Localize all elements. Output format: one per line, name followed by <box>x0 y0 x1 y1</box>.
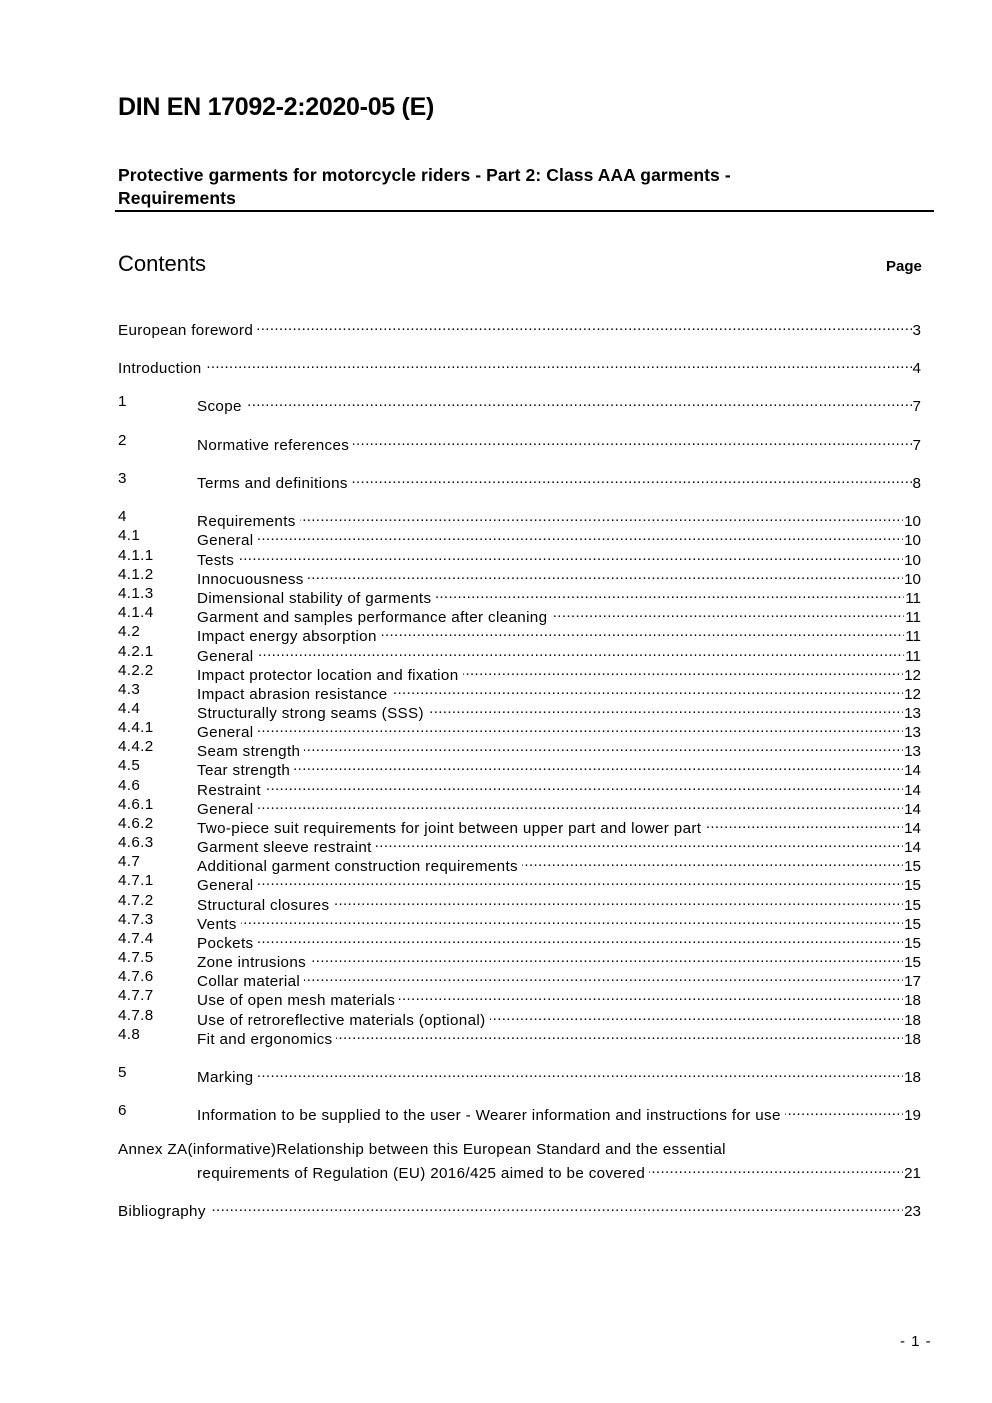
toc-entry-page: 3 <box>912 322 921 339</box>
toc-entry-page: 10 <box>904 513 921 530</box>
toc-entry[interactable] <box>118 929 921 952</box>
toc-entry-page: 19 <box>904 1107 921 1124</box>
toc-entry-title: Use of retroreflective materials (optional) <box>197 1012 486 1029</box>
toc-entry-number: 4.7.6 <box>118 968 154 985</box>
dot-leader <box>257 929 903 948</box>
toc-entry[interactable] <box>118 1101 921 1124</box>
toc-entry-title: General <box>197 877 254 894</box>
dot-leader <box>257 316 911 335</box>
toc-entry-number: 4.4 <box>118 700 141 717</box>
toc-entry-title: Normative references <box>197 437 350 454</box>
dot-leader <box>304 967 903 986</box>
dot-leader <box>649 1159 903 1178</box>
toc-entry[interactable] <box>118 871 921 894</box>
toc-entry[interactable] <box>118 1006 921 1029</box>
toc-entry-number: 4.7 <box>118 853 141 870</box>
toc-entry[interactable] <box>118 661 921 684</box>
toc-entry[interactable] <box>118 622 921 645</box>
toc-entry-title: Requirements <box>197 513 296 530</box>
toc-entry-title: Fit and ergonomics <box>197 1031 333 1048</box>
toc-entry-title: European foreword <box>118 322 254 339</box>
toc-entry[interactable] <box>118 584 921 607</box>
toc-entry-number: 4.1.4 <box>118 604 154 621</box>
toc-entry-title: Impact protector location and fixation <box>197 667 459 684</box>
dot-leader <box>304 737 903 756</box>
toc-entry-number: 1 <box>118 393 127 410</box>
toc-entry-title: Garment and samples performance after cleaning <box>197 609 548 626</box>
toc-entry-number: 4.4.2 <box>118 738 154 755</box>
toc-entry-number: 5 <box>118 1064 127 1081</box>
toc-entry-title: Structural closures <box>197 897 330 914</box>
toc-entry-number: 6 <box>118 1102 127 1119</box>
toc-entry[interactable] <box>118 1159 921 1182</box>
toc-entry-page: 14 <box>904 820 921 837</box>
toc-entry-page: 18 <box>904 1012 921 1029</box>
toc-entry-page: 15 <box>904 877 921 894</box>
dot-leader <box>463 661 904 680</box>
toc-entry-number: 4.6.1 <box>118 796 154 813</box>
toc-entry-number: 4.5 <box>118 757 141 774</box>
dot-leader <box>490 1006 904 1025</box>
toc-entry-title: General <box>197 532 254 549</box>
toc-entry-title: Vents <box>197 916 237 933</box>
toc-entry-number: 4.7.4 <box>118 930 154 947</box>
toc-entry-title: Structurally strong seams (SSS) <box>197 705 424 722</box>
toc-entry-page: 18 <box>904 992 921 1009</box>
toc-entry-page: 13 <box>904 705 921 722</box>
toc-entry[interactable] <box>118 546 921 569</box>
toc-entry-number: 2 <box>118 432 127 449</box>
toc-entry[interactable] <box>118 910 921 933</box>
toc-entry-page: 15 <box>904 935 921 952</box>
toc-entry-title: Tear strength <box>197 762 291 779</box>
toc-entry-page: 10 <box>904 552 921 569</box>
toc-entry-page: 11 <box>905 590 921 607</box>
table-of-contents <box>118 0 921 1403</box>
toc-entry-title: Impact energy absorption <box>197 628 377 645</box>
dot-leader <box>257 526 903 545</box>
toc-entry-title: requirements of Regulation (EU) 2016/425 aimed to be covered <box>197 1165 646 1182</box>
toc-entry-page: 7 <box>912 398 921 415</box>
dot-leader <box>246 392 912 411</box>
toc-entry-page: 13 <box>904 724 921 741</box>
dot-leader <box>381 622 904 641</box>
toc-entry-title: General <box>197 648 254 665</box>
toc-entry[interactable] <box>118 891 921 914</box>
toc-entry-page: 11 <box>905 609 921 626</box>
toc-entry-page: 14 <box>904 801 921 818</box>
toc-entry-page: 23 <box>904 1203 921 1220</box>
toc-entry-page: 14 <box>904 839 921 856</box>
toc-entry-number: 4.2 <box>118 623 141 640</box>
dot-leader <box>392 680 904 699</box>
toc-entry-title: Seam strength <box>197 743 301 760</box>
toc-entry-title: Terms and definitions <box>197 475 348 492</box>
dot-leader <box>353 431 911 450</box>
toc-entry-page: 10 <box>904 571 921 588</box>
toc-entry-number: 4.1.1 <box>118 547 154 564</box>
toc-entry[interactable] <box>118 1197 921 1220</box>
dot-leader <box>241 910 903 929</box>
toc-entry[interactable] <box>118 718 921 741</box>
toc-entry[interactable] <box>118 833 921 856</box>
toc-entry[interactable] <box>118 852 921 875</box>
toc-entry[interactable] <box>118 507 921 530</box>
toc-entry[interactable] <box>118 737 921 760</box>
dot-leader <box>308 565 903 584</box>
toc-entry-number: 4.1.3 <box>118 585 154 602</box>
toc-entry-page: 21 <box>904 1165 921 1182</box>
toc-entry-title: Pockets <box>197 935 254 952</box>
dot-leader <box>428 699 903 718</box>
dot-leader <box>257 718 903 737</box>
toc-entry-title: Additional garment construction requirements <box>197 858 518 875</box>
dot-leader <box>336 1025 903 1044</box>
dot-leader <box>310 948 903 967</box>
toc-entry[interactable] <box>118 967 921 990</box>
toc-entry[interactable] <box>118 814 921 837</box>
toc-entry-title: Information to be supplied to the user - Wearer information and instructions for use <box>197 1107 781 1124</box>
toc-entry-title: Zone intrusions <box>197 954 307 971</box>
dot-leader <box>333 891 903 910</box>
toc-entry-title: Tests <box>197 552 235 569</box>
toc-entry[interactable] <box>118 603 921 626</box>
dot-leader <box>257 871 903 890</box>
dot-leader <box>352 469 912 488</box>
toc-entry-page: 12 <box>904 667 921 684</box>
dot-leader <box>785 1101 903 1120</box>
toc-entry[interactable] <box>118 795 921 818</box>
toc-entry-number: 4.6.2 <box>118 815 154 832</box>
toc-entry-title: Introduction <box>118 360 202 377</box>
toc-entry-number: 4.8 <box>118 1026 141 1043</box>
toc-entry[interactable] <box>118 469 921 492</box>
dot-leader <box>522 852 903 871</box>
toc-entry-number: 4.4.1 <box>118 719 154 736</box>
toc-entry-page: 4 <box>912 360 921 377</box>
toc-entry[interactable] <box>118 948 921 971</box>
toc-entry[interactable] <box>118 986 921 1009</box>
toc-entry-number: 4.2.2 <box>118 662 154 679</box>
toc-entry-number: 4.6.3 <box>118 834 154 851</box>
dot-leader <box>435 584 904 603</box>
toc-entry[interactable] <box>118 699 921 722</box>
toc-entry-title: Bibliography <box>118 1203 206 1220</box>
toc-entry-title: Use of open mesh materials <box>197 992 396 1009</box>
toc-entry-title: General <box>197 801 254 818</box>
toc-entry-number: 4.1 <box>118 527 141 544</box>
toc-entry-title: Impact abrasion resistance <box>197 686 388 703</box>
toc-entry-number: 3 <box>118 470 127 487</box>
toc-entry-title: Two-piece suit requirements for joint between upper part and lower part <box>197 820 702 837</box>
toc-entry-page: 13 <box>904 743 921 760</box>
toc-entry-title: Scope <box>197 398 242 415</box>
page-column-heading: Page <box>886 258 922 275</box>
toc-entry-number: 4.7.8 <box>118 1007 154 1024</box>
toc-entry-page: 18 <box>904 1031 921 1048</box>
toc-entry-title: Collar material <box>197 973 301 990</box>
dot-leader <box>238 546 903 565</box>
toc-entry-page: 12 <box>904 686 921 703</box>
dot-leader <box>257 795 903 814</box>
toc-entry-number: 4.1.2 <box>118 566 154 583</box>
toc-entry-title: Dimensional stability of garments <box>197 590 432 607</box>
toc-entry-page: 7 <box>912 437 921 454</box>
toc-entry-number: 4.7.5 <box>118 949 154 966</box>
toc-entry-title: General <box>197 724 254 741</box>
dot-leader <box>257 1063 903 1082</box>
toc-entry-title: Innocuousness <box>197 571 304 588</box>
dot-leader <box>399 986 903 1005</box>
dot-leader <box>294 756 903 775</box>
toc-entry[interactable] <box>118 565 921 588</box>
dot-leader <box>376 833 903 852</box>
toc-entry-title: Restraint <box>197 782 261 799</box>
toc-entry-number: 4.7.7 <box>118 987 154 1004</box>
toc-entry[interactable] <box>118 642 921 665</box>
dot-leader <box>551 603 904 622</box>
toc-entry-page: 14 <box>904 782 921 799</box>
page-number-footer: - 1 - <box>900 1333 932 1350</box>
toc-entry-title: Garment sleeve restraint <box>197 839 372 856</box>
toc-entry[interactable] <box>118 316 921 339</box>
toc-entry[interactable] <box>118 680 921 703</box>
toc-entry-page: 10 <box>904 532 921 549</box>
dot-leader <box>257 642 904 661</box>
annex-za-title-line[interactable]: Annex ZA(informative)Relationship between this European Standard and the essential <box>118 1141 726 1158</box>
dot-leader <box>705 814 903 833</box>
toc-entry-number: 4.2.1 <box>118 643 154 660</box>
toc-entry[interactable] <box>118 431 921 454</box>
toc-entry[interactable] <box>118 354 921 377</box>
document-subtitle: Protective garments for motorcycle riders - Part 2: Class AAA garments - Requirements <box>118 165 731 208</box>
toc-entry-page: 15 <box>904 858 921 875</box>
dot-leader <box>206 354 912 373</box>
toc-entry-page: 11 <box>905 628 921 645</box>
toc-entry-page: 8 <box>912 475 921 492</box>
toc-entry-page: 17 <box>904 973 921 990</box>
toc-entry-page: 15 <box>904 954 921 971</box>
toc-entry-page: 18 <box>904 1069 921 1086</box>
toc-entry-page: 15 <box>904 916 921 933</box>
dot-leader <box>300 507 903 526</box>
toc-entry-number: 4.7.2 <box>118 892 154 909</box>
toc-entry-number: 4.6 <box>118 777 141 794</box>
toc-entry[interactable] <box>118 1063 921 1086</box>
toc-entry[interactable] <box>118 392 921 415</box>
toc-entry[interactable] <box>118 776 921 799</box>
toc-entry[interactable] <box>118 526 921 549</box>
contents-heading: Contents <box>118 251 207 276</box>
toc-entry-number: 4 <box>118 508 127 525</box>
document-title: DIN EN 17092-2:2020-05 (E) <box>118 93 434 121</box>
dot-leader <box>210 1197 903 1216</box>
toc-entry[interactable] <box>118 1025 921 1048</box>
toc-entry-page: 15 <box>904 897 921 914</box>
dot-leader <box>265 776 903 795</box>
toc-entry-title: Marking <box>197 1069 254 1086</box>
toc-entry-number: 4.7.1 <box>118 872 154 889</box>
toc-entry[interactable] <box>118 756 921 779</box>
toc-entry-page: 14 <box>904 762 921 779</box>
toc-entry-number: 4.3 <box>118 681 141 698</box>
toc-entry-page: 11 <box>905 648 921 665</box>
toc-entry-number: 4.7.3 <box>118 911 154 928</box>
